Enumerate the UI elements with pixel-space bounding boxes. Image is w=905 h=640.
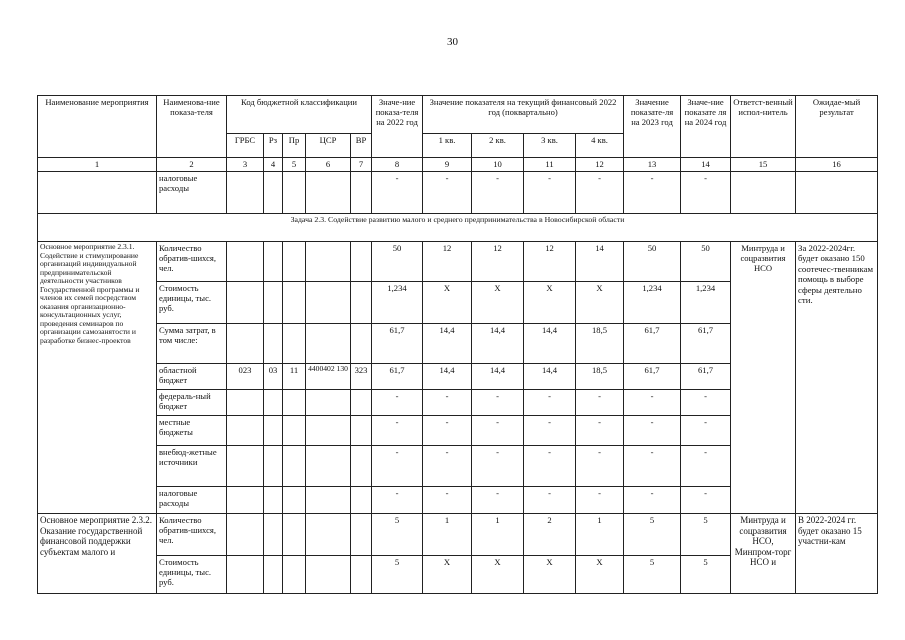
value-cell: - (372, 416, 423, 446)
value-cell: 61,7 (372, 324, 423, 364)
value-cell: - (624, 172, 681, 214)
csr-cell: 4400402 130 (306, 364, 351, 390)
rz-cell (264, 416, 283, 446)
header-rz: Рз (264, 134, 283, 158)
grbs-cell (227, 416, 264, 446)
value-cell: - (472, 416, 524, 446)
value-cell: - (372, 172, 423, 214)
value-cell: X (423, 556, 472, 594)
value-cell: 14,4 (423, 324, 472, 364)
responsible-cell-empty (731, 172, 796, 214)
value-cell: - (472, 446, 524, 487)
value-cell: - (423, 487, 472, 514)
value-cell: - (372, 487, 423, 514)
value-cell: - (524, 446, 576, 487)
rz-cell (264, 282, 283, 324)
value-cell: - (624, 487, 681, 514)
value-cell: - (576, 416, 624, 446)
csr-cell (306, 487, 351, 514)
value-cell: - (472, 390, 524, 416)
grbs-cell (227, 324, 264, 364)
value-cell: - (472, 487, 524, 514)
value-cell: - (681, 446, 731, 487)
value-cell: 14 (576, 242, 624, 282)
col-number: 2 (157, 158, 227, 172)
pr-cell (283, 514, 306, 556)
value-cell: 5 (681, 556, 731, 594)
col-number: 4 (264, 158, 283, 172)
value-cell: 61,7 (681, 364, 731, 390)
grbs-cell (227, 446, 264, 487)
value-cell: - (681, 416, 731, 446)
indicator-cell: Количество обратив-шихся, чел. (157, 242, 227, 282)
header-vr: ВР (351, 134, 372, 158)
measures-table (37, 95, 878, 594)
rz-cell (264, 446, 283, 487)
value-cell: - (681, 390, 731, 416)
rz-cell (264, 514, 283, 556)
header-q2: 2 кв. (472, 134, 524, 158)
col-number: 11 (524, 158, 576, 172)
value-cell: 5 (372, 514, 423, 556)
value-cell: 61,7 (624, 324, 681, 364)
value-cell: - (576, 172, 624, 214)
measure-cell-empty (38, 172, 157, 214)
value-cell: X (472, 556, 524, 594)
indicator-cell: внебюд-жетные источники (157, 446, 227, 487)
col-number: 16 (796, 158, 878, 172)
pr-cell (283, 282, 306, 324)
result-2-3-1: За 2022-2024гг. будет оказано 150 соотечес-твенникам помощь в выборе сферы деятельно сти. (796, 242, 878, 514)
value-cell: 61,7 (372, 364, 423, 390)
csr-cell (306, 172, 351, 214)
value-cell: 1,234 (624, 282, 681, 324)
value-cell: - (423, 172, 472, 214)
csr-cell (306, 446, 351, 487)
value-cell: - (423, 390, 472, 416)
table-row (38, 242, 878, 282)
value-cell: - (681, 487, 731, 514)
table-row (38, 172, 878, 214)
vr-cell (351, 514, 372, 556)
header-responsible: Ответст-венный испол-нитель (731, 96, 796, 158)
vr-cell (351, 487, 372, 514)
col-number: 10 (472, 158, 524, 172)
value-cell: 14,4 (423, 364, 472, 390)
value-cell: 14,4 (472, 324, 524, 364)
grbs-cell (227, 390, 264, 416)
value-cell: - (472, 172, 524, 214)
col-number: 1 (38, 158, 157, 172)
vr-cell (351, 172, 372, 214)
rz-cell (264, 556, 283, 594)
value-cell: 5 (681, 514, 731, 556)
value-cell: - (524, 416, 576, 446)
header-result: Ожидае-мый результат (796, 96, 878, 158)
value-cell: 1 (423, 514, 472, 556)
value-cell: 14,4 (524, 364, 576, 390)
pr-cell (283, 172, 306, 214)
value-cell: 12 (524, 242, 576, 282)
col-number: 6 (306, 158, 351, 172)
value-cell: - (576, 446, 624, 487)
value-cell: X (524, 556, 576, 594)
pr-cell (283, 487, 306, 514)
grbs-cell (227, 514, 264, 556)
value-cell: - (624, 390, 681, 416)
col-number: 12 (576, 158, 624, 172)
pr-cell (283, 390, 306, 416)
responsible-2-3-1: Минтруда и соцразвития НСО (731, 242, 796, 514)
header-q1: 1 кв. (423, 134, 472, 158)
rz-cell (264, 324, 283, 364)
vr-cell (351, 242, 372, 282)
vr-cell (351, 416, 372, 446)
rz-cell: 03 (264, 364, 283, 390)
indicator-cell: местные бюджеты (157, 416, 227, 446)
col-number: 14 (681, 158, 731, 172)
csr-cell (306, 556, 351, 594)
value-cell: - (372, 446, 423, 487)
value-cell: - (524, 487, 576, 514)
value-cell: - (524, 390, 576, 416)
csr-cell (306, 390, 351, 416)
value-cell: 12 (423, 242, 472, 282)
col-number: 5 (283, 158, 306, 172)
vr-cell (351, 556, 372, 594)
value-cell: - (681, 172, 731, 214)
value-cell: 1 (576, 514, 624, 556)
col-number: 9 (423, 158, 472, 172)
vr-cell (351, 390, 372, 416)
header-row-1 (38, 96, 878, 134)
measure-2-3-1: Основное мероприятие 2.3.1. Содействие и стимулирование организаций индивидуальной предпринимательской деятельности участников Государственной программы и членов их семей посредством оказания организационно-консультационных услуг, проведения семинаров по организации самозанятости и разработке бизнес-проектов (38, 242, 157, 514)
value-cell: - (576, 487, 624, 514)
rz-cell (264, 242, 283, 282)
indicator-cell: налоговые расходы (157, 172, 227, 214)
table-row (38, 514, 878, 556)
value-cell: 1,234 (681, 282, 731, 324)
vr-cell: 323 (351, 364, 372, 390)
value-cell: 2 (524, 514, 576, 556)
header-value-2022: Значе-ние показа-теля на 2022 год (372, 96, 423, 158)
header-indicator: Наименова-ние показа-теля (157, 96, 227, 158)
measure-2-3-2: Основное мероприятие 2.3.2. Оказание государственной финансовой поддержки субъектам малого и (38, 514, 157, 594)
pr-cell (283, 556, 306, 594)
value-cell: 1,234 (372, 282, 423, 324)
value-cell: 1 (472, 514, 524, 556)
indicator-cell: Количество обратив-шихся, чел. (157, 514, 227, 556)
rz-cell (264, 390, 283, 416)
value-cell: X (472, 282, 524, 324)
value-cell: 18,5 (576, 324, 624, 364)
csr-cell (306, 514, 351, 556)
header-pr: Пр (283, 134, 306, 158)
value-cell: X (576, 282, 624, 324)
vr-cell (351, 446, 372, 487)
csr-cell (306, 242, 351, 282)
value-cell: 5 (624, 514, 681, 556)
value-cell: 61,7 (624, 364, 681, 390)
value-cell: - (423, 416, 472, 446)
value-cell: 5 (624, 556, 681, 594)
value-cell: 50 (681, 242, 731, 282)
value-cell: - (423, 446, 472, 487)
header-value-2024: Значе-ние показате ля на 2024 год (681, 96, 731, 158)
value-cell: 14,4 (524, 324, 576, 364)
grbs-cell (227, 172, 264, 214)
value-cell: - (624, 416, 681, 446)
pr-cell (283, 446, 306, 487)
pr-cell (283, 416, 306, 446)
value-cell: 5 (372, 556, 423, 594)
header-budget-code: Код бюджетной классификации (227, 96, 372, 134)
result-2-3-2: В 2022-2024 гг. будет оказано 15 участни-кам (796, 514, 878, 594)
task-row (38, 214, 878, 242)
grbs-cell (227, 282, 264, 324)
value-cell: - (624, 446, 681, 487)
header-q4: 4 кв. (576, 134, 624, 158)
col-number: 3 (227, 158, 264, 172)
value-cell: 50 (624, 242, 681, 282)
header-measure: Наименование мероприятия (38, 96, 157, 158)
rz-cell (264, 487, 283, 514)
rz-cell (264, 172, 283, 214)
pr-cell (283, 242, 306, 282)
value-cell: - (372, 390, 423, 416)
value-cell: 61,7 (681, 324, 731, 364)
indicator-cell: Стоимость единицы, тыс. руб. (157, 282, 227, 324)
csr-cell (306, 416, 351, 446)
pr-cell (283, 324, 306, 364)
indicator-cell: Сумма затрат, в том числе: (157, 324, 227, 364)
col-number: 7 (351, 158, 372, 172)
pr-cell: 11 (283, 364, 306, 390)
value-cell: 12 (472, 242, 524, 282)
grbs-cell: 023 (227, 364, 264, 390)
value-cell: 18,5 (576, 364, 624, 390)
task-title: Задача 2.3. Содействие развитию малого и среднего предпринимательства в Новосибирской области (38, 214, 878, 242)
header-grbs: ГРБС (227, 134, 264, 158)
indicator-cell: областной бюджет (157, 364, 227, 390)
column-number-row (38, 158, 878, 172)
header-current-year: Значение показателя на текущий финансовый 2022 год (поквартально) (423, 96, 624, 134)
indicator-cell: налоговые расходы (157, 487, 227, 514)
value-cell: - (524, 172, 576, 214)
col-number: 15 (731, 158, 796, 172)
col-number: 13 (624, 158, 681, 172)
value-cell: X (423, 282, 472, 324)
header-csr: ЦСР (306, 134, 351, 158)
indicator-cell: Стоимость единицы, тыс. руб. (157, 556, 227, 594)
result-cell-empty (796, 172, 878, 214)
vr-cell (351, 324, 372, 364)
csr-cell (306, 324, 351, 364)
value-cell: - (576, 390, 624, 416)
col-number: 8 (372, 158, 423, 172)
csr-cell (306, 282, 351, 324)
responsible-2-3-2: Минтруда и соцразвития НСО, Минпром-торг НСО и (731, 514, 796, 594)
vr-cell (351, 282, 372, 324)
value-cell: 50 (372, 242, 423, 282)
header-q3: 3 кв. (524, 134, 576, 158)
grbs-cell (227, 556, 264, 594)
value-cell: X (524, 282, 576, 324)
header-value-2023: Значение показате-ля на 2023 год (624, 96, 681, 158)
value-cell: X (576, 556, 624, 594)
grbs-cell (227, 242, 264, 282)
page-number: 30 (447, 36, 458, 48)
value-cell: 14,4 (472, 364, 524, 390)
indicator-cell: федераль-ный бюджет (157, 390, 227, 416)
grbs-cell (227, 487, 264, 514)
